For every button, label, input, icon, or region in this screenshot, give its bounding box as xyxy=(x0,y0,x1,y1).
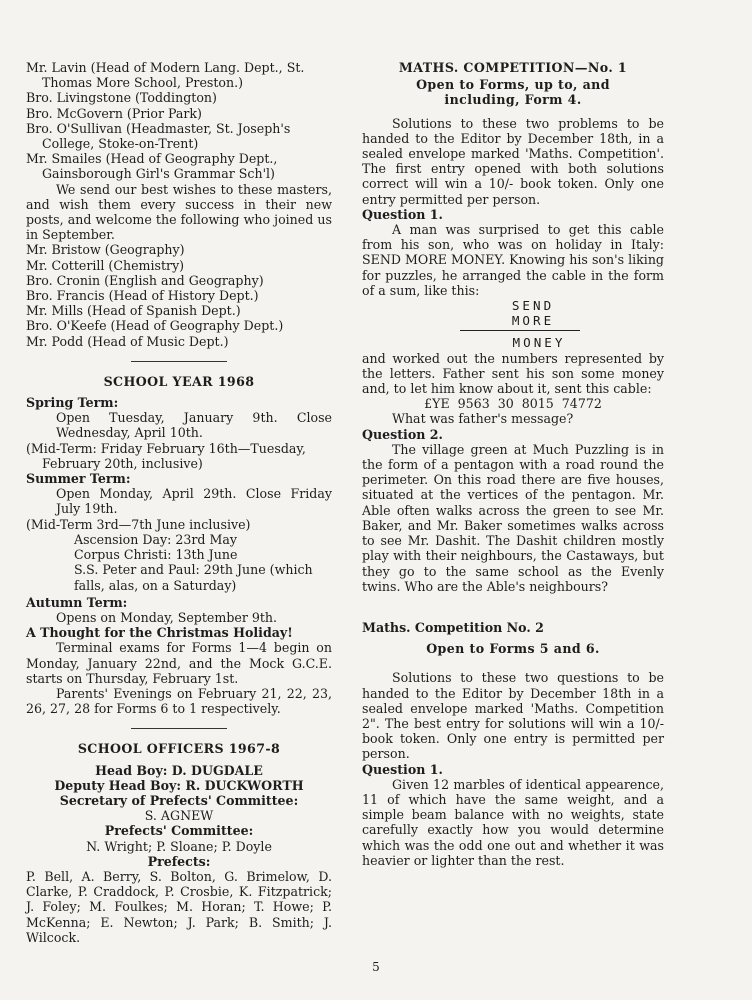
competition-2-question-1-text: Given 12 marbles of identical appearence, 11 of which have the same weight, and a simple beam balance with no weights, state carefully exactly how you would determine which was the odd one out and whether it was heavier or lighter than the rest. xyxy=(362,776,664,868)
sum-line-money: MONEY xyxy=(512,335,566,351)
question-1-question: What was father's message? xyxy=(392,411,574,427)
spring-mid-term: (Mid-Term: Friday February 16th—Tuesday, February 20th, inclusive) xyxy=(26,440,306,471)
staff-joining-item: Mr. Mills (Head of Spanish Dept.) xyxy=(26,303,241,319)
prefects-label: Prefects: xyxy=(147,853,211,869)
school-year-heading: SCHOOL YEAR 1968 xyxy=(103,373,255,389)
deputy-head-boy: Deputy Head Boy: R. DUCKWORTH xyxy=(54,777,304,793)
summer-term-label: Summer Term: xyxy=(26,471,131,487)
right-column xyxy=(362,60,664,868)
competition-1-subheading: Open to Forms, up to, and including, Form 4. xyxy=(416,77,610,108)
staff-leaving-item: Bro. Livingstone (Toddington) xyxy=(26,90,217,106)
secretary-name: S. AGNEW xyxy=(144,808,214,824)
staff-joining-item: Mr. Podd (Head of Music Dept.) xyxy=(26,333,229,349)
question-1-text: A man was surprised to get this cable from his son, who was on holiday in Italy: SEND MORE MONEY. Knowing his son's liking for puzzles, he arranged the cable in the form of a sum, like this: xyxy=(362,222,664,298)
sum-line-more: MORE xyxy=(511,313,555,329)
competition-2-subheading: Open to Forms 5 and 6. xyxy=(426,641,600,657)
cable-message: £YE 9563 30 8015 74772 xyxy=(424,396,602,412)
prefects-committee-names: N. Wright; P. Sloane; P. Doyle xyxy=(86,838,272,854)
autumn-term-dates: Opens on Monday, September 9th. xyxy=(56,609,278,625)
question-1-label: Question 1. xyxy=(362,206,443,222)
staff-joining-item: Mr. Bristow (Geography) xyxy=(26,242,185,258)
staff-joining-item: Mr. Cotterill (Chemistry) xyxy=(26,257,185,273)
staff-leaving-item: Bro. O'Sullivan (Headmaster, St. Joseph's College, Stoke-on-Trent) xyxy=(26,120,291,152)
prefects-committee-label: Prefects' Committee: xyxy=(104,823,254,839)
staff-leaving-item: Mr. Lavin (Head of Modern Lang. Dept., St. Thomas More School, Preston.) xyxy=(26,60,305,91)
prefects-names: P. Bell, A. Berry, S. Bolton, G. Brimelow, D. Clarke, P. Craddock, P. Crosbie, K. Fitzpatrick; J. Foley; M. Foulkes; M. Horan; T. Howe; P. McKenna; E. Newton; J. Park; B. Smith; J. Wilcock. xyxy=(26,868,332,945)
spring-term-dates: Open Tuesday, January 9th. Close Wednesday, April 10th. xyxy=(56,410,332,441)
section-divider xyxy=(131,361,227,362)
question-1-text-continued: and worked out the numbers represented by the letters. Father sent his son some money and, to let him know about it, sent this cable: xyxy=(362,350,664,397)
page-number: 5 xyxy=(372,960,380,974)
head-boy: Head Boy: D. DUGDALE xyxy=(95,762,263,778)
question-2-text: The village green at Much Puzzling is in the form of a pentagon with a road round the perimeter. On this road there are five houses, situated at the vertices of the pentagon. Mr. Able often walks across the green to see Mr. Baker, and Mr. Baker sometimes walks across to see Mr. Dashit. The Dashit children mostly play with their neighbours, the Castaways, but they go to the same school as the Evenly twins. Who are the Able's neighbours? xyxy=(362,441,664,594)
competition-2-question-1-label: Question 1. xyxy=(362,761,443,777)
sum-rule xyxy=(460,330,580,331)
summer-mid-term: (Mid-Term 3rd—7th June inclusive) xyxy=(26,516,251,532)
christmas-thought-heading: A Thought for the Christmas Holiday! xyxy=(26,625,293,641)
left-column xyxy=(26,60,332,945)
feast-day: Corpus Christi: 13th June xyxy=(74,547,238,563)
staff-leaving-item: Mr. Smailes (Head of Geography Dept., Gainsborough Girl's Grammar Sch'l) xyxy=(26,151,278,182)
feast-day: Ascension Day: 23rd May xyxy=(74,531,237,547)
staff-joining-item: Bro. O'Keefe (Head of Geography Dept.) xyxy=(26,318,284,334)
feast-day: S.S. Peter and Paul: 29th June (which falls, alas, on a Saturday) xyxy=(74,562,313,593)
parents-evenings-paragraph: Parents' Evenings on February 21, 22, 23, 26, 27, 28 for Forms 6 to 1 respectively. xyxy=(26,685,332,717)
autumn-term-label: Autumn Term: xyxy=(26,594,128,610)
spring-term-label: Spring Term: xyxy=(26,395,119,411)
sum-line-send: SEND xyxy=(511,298,555,314)
staff-leaving-item: Bro. McGovern (Prior Park) xyxy=(26,105,202,121)
welcome-paragraph: We send our best wishes to these masters, and wish them every success in their new posts, and welcome the following who joined us in September. xyxy=(26,181,332,243)
section-divider xyxy=(131,728,227,729)
exams-paragraph: Terminal exams for Forms 1—4 begin on Monday, January 22nd, and the Mock G.C.E. starts on Thursday, February 1st. xyxy=(26,640,332,686)
summer-term-dates: Open Monday, April 29th. Close Friday July 19th. xyxy=(56,486,332,517)
question-2-label: Question 2. xyxy=(362,426,443,442)
competition-1-intro: Solutions to these two problems to be handed to the Editor by December 18th, in a sealed envelope marked 'Maths. Competition'. The first entry opened with both solutions correct will win a 10/- book token. Only one entry permitted per person. xyxy=(362,115,664,207)
staff-joining-item: Bro. Francis (Head of History Dept.) xyxy=(26,288,259,304)
competition-1-heading: MATHS. COMPETITION—No. 1 xyxy=(398,60,628,75)
competition-2-intro: Solutions to these two questions to be handed to the Editor by December 18th in a sealed envelope marked 'Maths. Competition 2". The best entry for solutions will win a 10/- book token. Only one entry is permitted per person. xyxy=(362,670,664,762)
competition-2-heading: Maths. Competition No. 2 xyxy=(362,619,544,635)
secretary-label: Secretary of Prefects' Committee: xyxy=(59,792,299,808)
school-officers-heading: SCHOOL OFFICERS 1967-8 xyxy=(77,741,281,757)
staff-joining-item: Bro. Cronin (English and Geography) xyxy=(26,272,264,288)
